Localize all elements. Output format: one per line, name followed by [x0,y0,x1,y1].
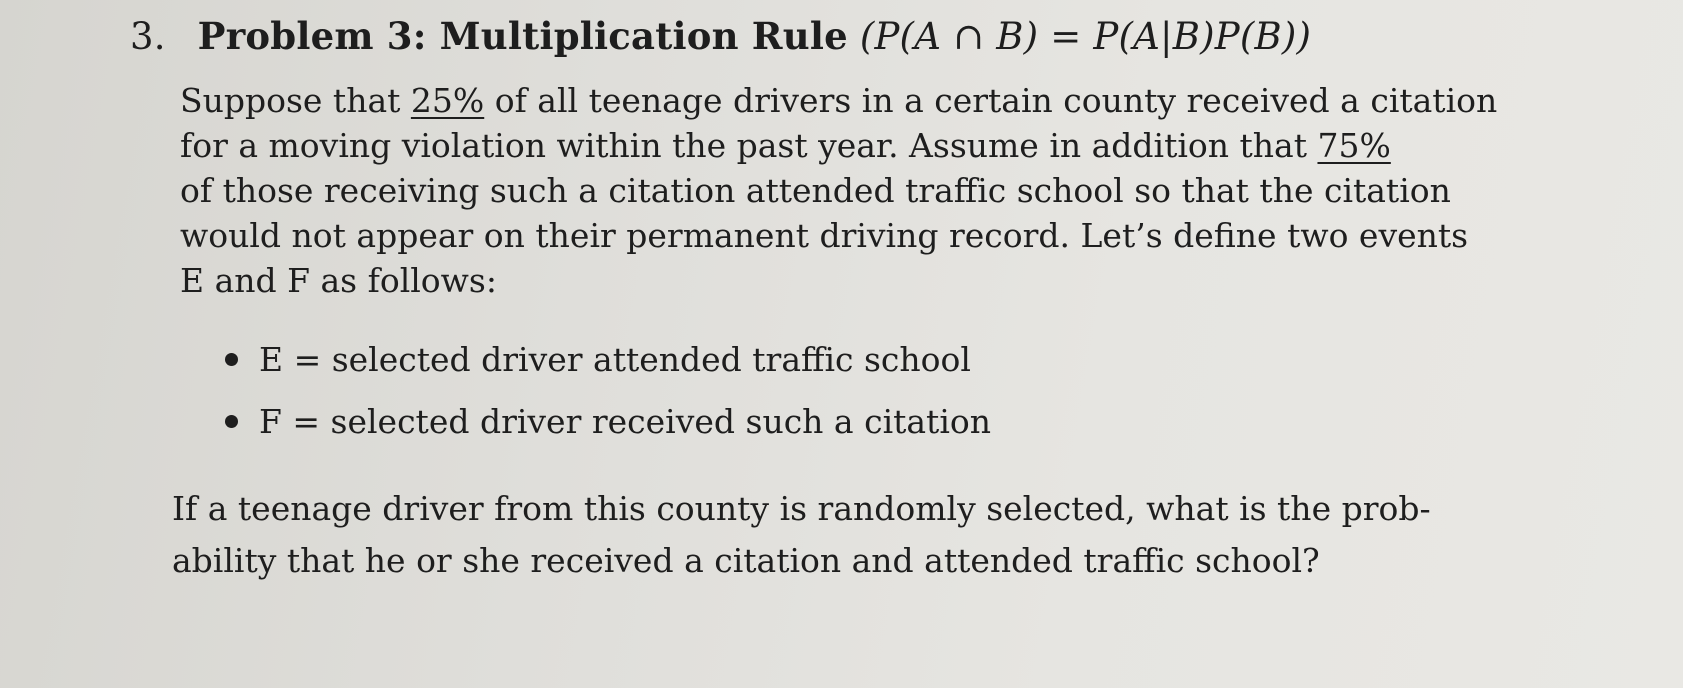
event-list [225,340,991,464]
paragraph-line-2 [180,123,1460,168]
paragraph-text: of all teenage drivers in a certain county received a citation [484,81,1498,120]
paragraph-text: for a moving violation within the past year. Assume in addition that [180,126,1318,165]
paragraph-line-1 [180,78,1498,123]
problem-paragraph [180,78,1498,303]
event-text: E = selected driver attended traffic school [259,340,971,379]
bullet-icon [225,415,238,428]
paragraph-line-4: would not appear on their permanent driving record. Let’s define two events [180,216,1469,255]
paragraph-line-3: of those receiving such a citation attended traffic school so that the citation [180,171,1451,210]
question-line-1: If a teenage driver from this county is randomly selected, what is the prob- [172,489,1431,528]
event-item-f [225,402,991,464]
event-text: F = selected driver received such a citation [259,402,991,441]
problem-heading [130,14,1311,58]
problem-formula: (P(A ∩ B) = P(A|B)P(B)) [859,15,1312,58]
percent-25: 25% [410,81,485,120]
percent-75: 75% [1317,126,1391,165]
paragraph-text: Suppose that [180,81,411,120]
problem-title: Problem 3: Multiplication Rule [197,14,848,58]
question-text [172,483,1431,587]
problem-number: 3. [130,15,166,58]
bullet-icon [225,353,238,366]
event-item-e [225,340,991,402]
paragraph-line-5: E and F as follows: [180,261,497,300]
question-line-2: ability that he or she received a citation and attended traffic school? [172,541,1320,580]
